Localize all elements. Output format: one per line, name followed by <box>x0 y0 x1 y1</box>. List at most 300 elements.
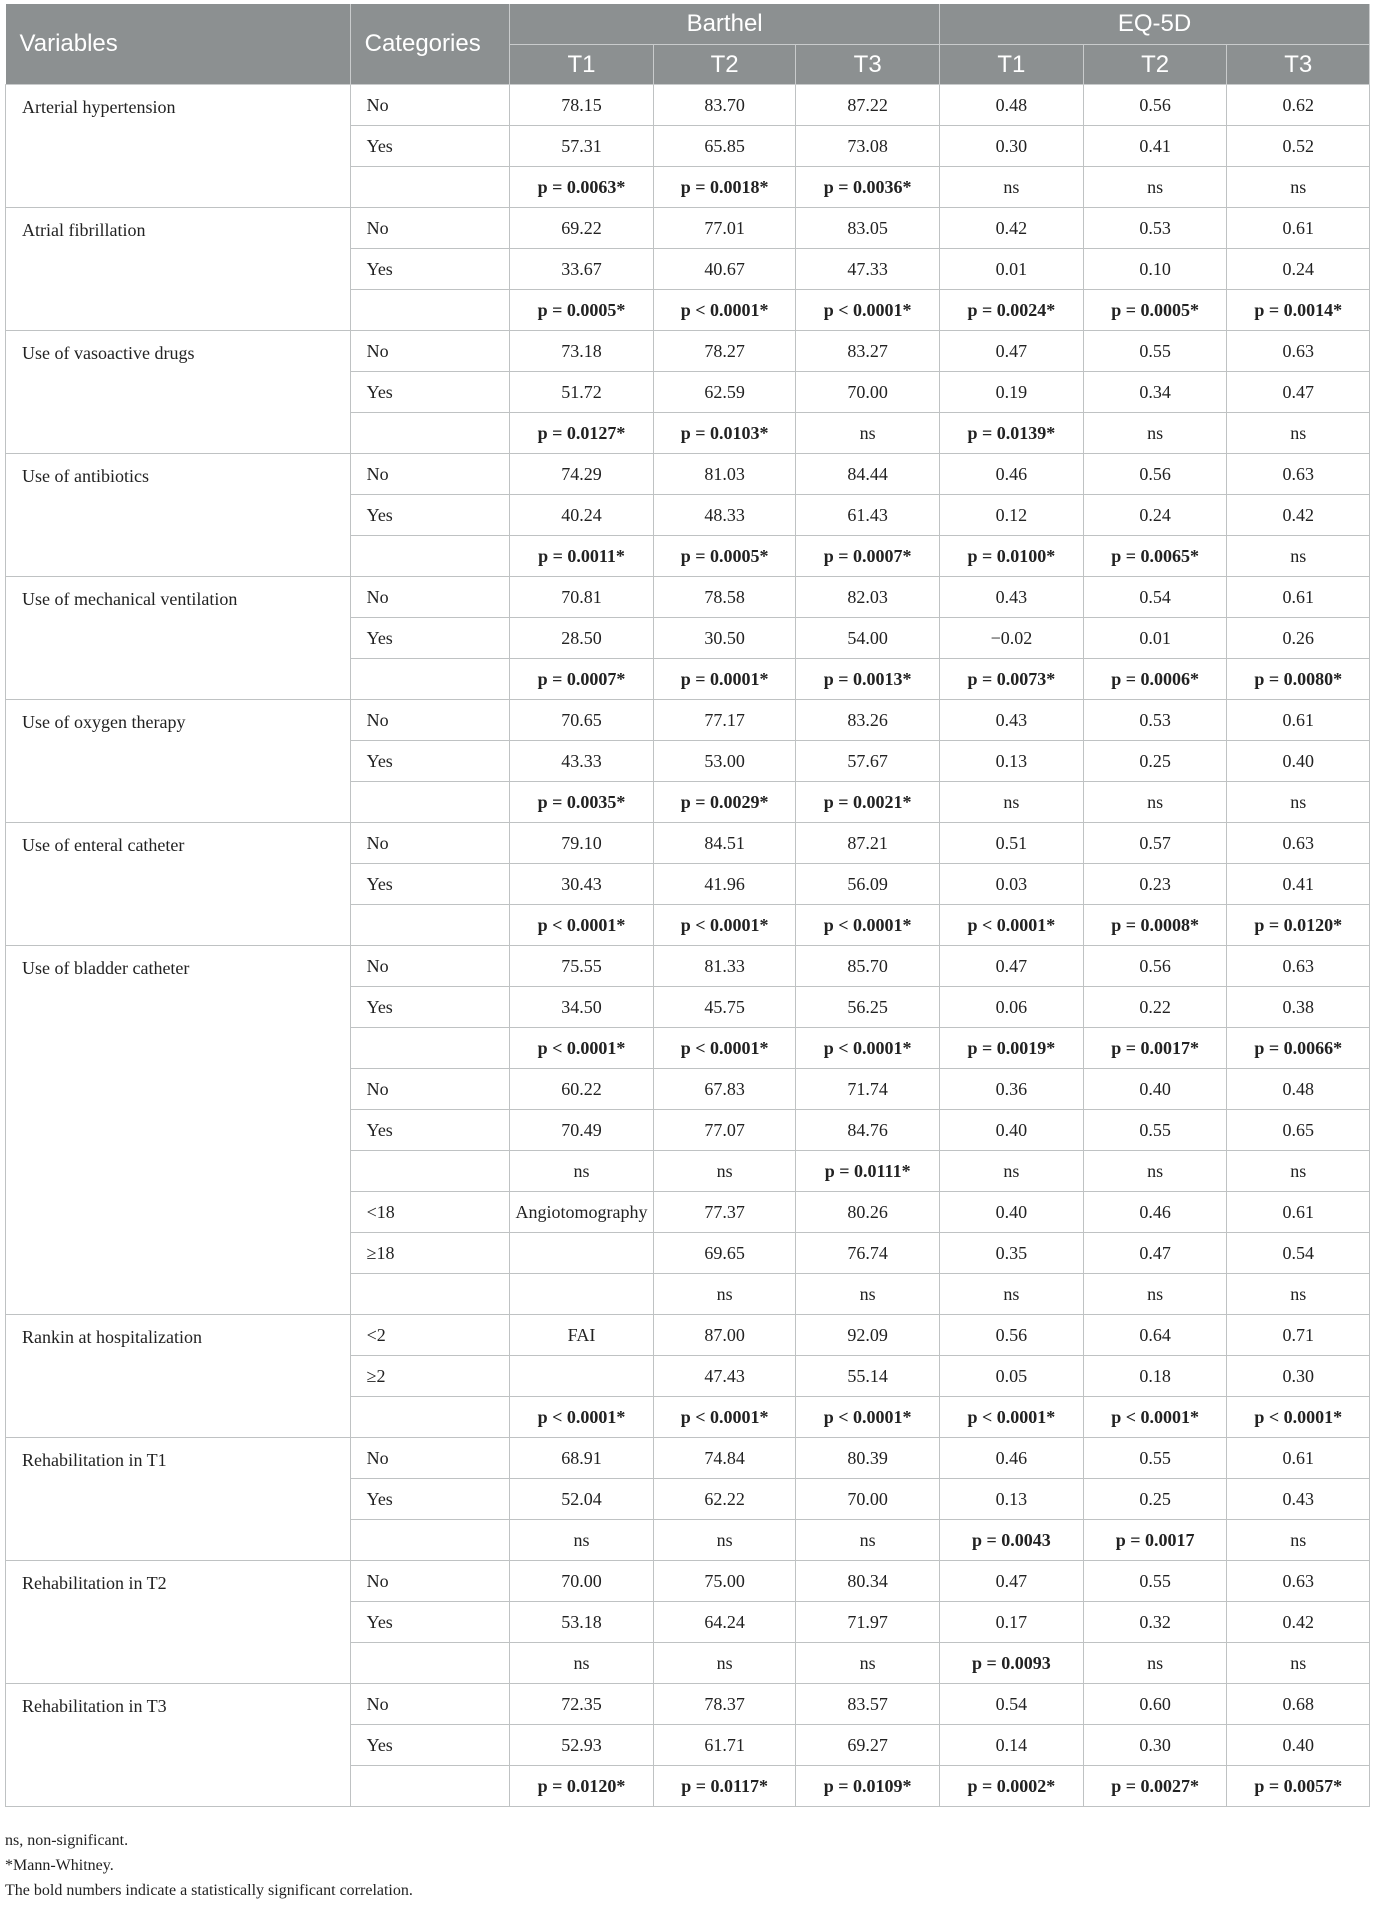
category-cell: No <box>350 577 510 618</box>
value-cell <box>796 618 940 659</box>
value-cell <box>1083 987 1227 1028</box>
note-mann-whitney: *Mann-Whitney. <box>5 1857 114 1874</box>
value-text: 51.72 <box>561 381 602 402</box>
value-text: 0.56 <box>1139 955 1171 976</box>
p-value: p < 0.0001* <box>537 1037 626 1058</box>
value-cell <box>1227 208 1370 249</box>
variable-cell: Rankin at hospitalization <box>6 1315 351 1438</box>
variable-cell: Use of mechanical ventilation <box>6 577 351 700</box>
value-cell <box>940 1602 1084 1643</box>
value-text: ns <box>1147 1283 1164 1304</box>
value-text: 70.00 <box>847 381 888 402</box>
p-value: p = 0.0120* <box>1254 914 1343 935</box>
value-cell <box>940 1028 1084 1069</box>
value-text: 77.17 <box>704 709 745 730</box>
value-cell <box>796 331 940 372</box>
value-cell <box>796 290 940 331</box>
value-cell <box>1227 1397 1370 1438</box>
value-cell <box>653 1479 795 1520</box>
p-value: p < 0.0001* <box>823 299 912 320</box>
value-cell <box>1083 823 1227 864</box>
value-cell <box>510 290 654 331</box>
category-cell: Yes <box>350 495 510 536</box>
value-text: 0.56 <box>995 1324 1028 1345</box>
value-text: 0.61 <box>1282 1447 1314 1468</box>
p-value: p < 0.0001* <box>680 1037 769 1058</box>
value-cell <box>653 536 795 577</box>
category-cell <box>350 1274 510 1315</box>
p-value: p = 0.0100* <box>967 545 1056 566</box>
value-text: 0.42 <box>1282 1611 1314 1632</box>
value-cell <box>1083 1684 1227 1725</box>
value-text: 54.00 <box>847 627 888 648</box>
value-text: 77.07 <box>704 1119 745 1140</box>
value-cell <box>510 1069 654 1110</box>
category-cell <box>350 1520 510 1561</box>
value-cell <box>940 1479 1084 1520</box>
value-cell <box>940 782 1084 823</box>
value-cell <box>1227 1520 1370 1561</box>
p-value: p < 0.0001* <box>967 1406 1056 1427</box>
p-value: p = 0.0001* <box>680 668 769 689</box>
value-cell <box>940 167 1084 208</box>
value-cell <box>510 577 654 618</box>
p-value: p = 0.0057* <box>1254 1775 1343 1796</box>
value-cell <box>796 1725 940 1766</box>
p-value: p = 0.0014* <box>1254 299 1343 320</box>
value-text: 0.41 <box>1139 135 1171 156</box>
value-cell <box>510 249 654 290</box>
value-cell <box>1227 1725 1370 1766</box>
value-cell <box>653 1274 795 1315</box>
value-text: 0.38 <box>1282 996 1314 1017</box>
value-text: 45.75 <box>704 996 745 1017</box>
value-cell <box>1227 1643 1370 1684</box>
value-cell <box>1227 1479 1370 1520</box>
value-text: 75.55 <box>561 955 602 976</box>
value-cell <box>1083 413 1227 454</box>
value-text: ns <box>716 1529 733 1550</box>
value-cell <box>1083 290 1227 331</box>
value-cell <box>796 659 940 700</box>
value-cell <box>796 1520 940 1561</box>
value-text: ns <box>1147 1652 1164 1673</box>
p-value: p < 0.0001* <box>537 1406 626 1427</box>
value-cell <box>796 454 940 495</box>
value-text: 53.00 <box>704 750 745 771</box>
value-text: 0.30 <box>995 135 1028 156</box>
value-text: 30.43 <box>561 873 602 894</box>
value-cell <box>940 1192 1084 1233</box>
category-cell <box>350 1151 510 1192</box>
table-row <box>6 577 1370 618</box>
category-cell <box>350 1643 510 1684</box>
value-text: ns <box>1147 422 1164 443</box>
variable-cell: Atrial fibrillation <box>6 208 351 331</box>
value-text: 0.06 <box>995 996 1028 1017</box>
category-cell <box>350 536 510 577</box>
p-value: p = 0.0073* <box>967 668 1056 689</box>
value-cell <box>510 1274 654 1315</box>
variable-cell: Rehabilitation in T3 <box>6 1684 351 1807</box>
value-cell <box>1083 126 1227 167</box>
value-text: ns <box>1003 1283 1020 1304</box>
value-cell <box>510 823 654 864</box>
value-cell <box>1083 1233 1227 1274</box>
value-cell <box>510 864 654 905</box>
value-cell <box>1083 618 1227 659</box>
value-text: 0.01 <box>1139 627 1171 648</box>
value-text: 0.55 <box>1139 1447 1171 1468</box>
value-text: 0.41 <box>1282 873 1314 894</box>
value-cell <box>1227 659 1370 700</box>
value-text: 85.70 <box>847 955 888 976</box>
value-cell <box>796 1684 940 1725</box>
results-table <box>5 4 1370 1807</box>
value-cell <box>510 1602 654 1643</box>
value-text: 30.50 <box>704 627 745 648</box>
value-cell <box>653 85 795 126</box>
value-text: 0.63 <box>1282 1570 1314 1591</box>
value-text: 0.32 <box>1139 1611 1171 1632</box>
p-value: p = 0.0017 <box>1115 1529 1195 1550</box>
value-cell <box>1227 413 1370 454</box>
p-value: p = 0.0018* <box>680 176 769 197</box>
value-text: 0.63 <box>1282 340 1314 361</box>
p-value: p = 0.0002* <box>967 1775 1056 1796</box>
variable-cell: Arterial hypertension <box>6 85 351 208</box>
value-cell <box>653 1520 795 1561</box>
p-value: p = 0.0043 <box>972 1529 1051 1550</box>
value-cell <box>510 1643 654 1684</box>
category-cell: No <box>350 1561 510 1602</box>
value-cell <box>653 1561 795 1602</box>
value-cell <box>510 1684 654 1725</box>
value-text: 0.64 <box>1139 1324 1171 1345</box>
variable-cell: Rehabilitation in T1 <box>6 1438 351 1561</box>
value-text: 0.54 <box>1139 586 1171 607</box>
value-text: 70.00 <box>847 1488 888 1509</box>
value-cell <box>796 987 940 1028</box>
table-notes <box>5 1828 413 1903</box>
value-text: 75.00 <box>704 1570 745 1591</box>
value-cell <box>653 823 795 864</box>
category-cell <box>350 167 510 208</box>
value-cell <box>1227 290 1370 331</box>
value-text: 48.33 <box>704 504 745 525</box>
value-cell <box>653 413 795 454</box>
category-cell <box>350 1766 510 1807</box>
value-cell <box>510 659 654 700</box>
variable-cell: Use of bladder catheter <box>6 946 351 1315</box>
value-cell <box>653 1356 795 1397</box>
category-cell <box>350 659 510 700</box>
category-cell: <2 <box>350 1315 510 1356</box>
value-cell <box>796 1561 940 1602</box>
value-cell <box>653 1110 795 1151</box>
value-cell <box>1227 372 1370 413</box>
value-cell <box>796 249 940 290</box>
value-cell <box>653 1766 795 1807</box>
value-cell <box>1083 1397 1227 1438</box>
value-text: 0.55 <box>1139 340 1171 361</box>
value-cell <box>940 85 1084 126</box>
value-cell <box>940 1069 1084 1110</box>
value-cell <box>510 454 654 495</box>
value-cell <box>1227 495 1370 536</box>
category-cell: Yes <box>350 1725 510 1766</box>
value-cell <box>1083 372 1227 413</box>
value-cell <box>796 1766 940 1807</box>
p-value: p = 0.0011* <box>538 545 625 566</box>
category-cell <box>350 782 510 823</box>
value-cell <box>1083 905 1227 946</box>
category-cell: Yes <box>350 987 510 1028</box>
value-cell <box>1083 1520 1227 1561</box>
value-cell <box>1083 946 1227 987</box>
p-value: p = 0.0017* <box>1111 1037 1199 1058</box>
value-text: 0.54 <box>995 1693 1028 1714</box>
value-cell <box>653 905 795 946</box>
value-text: 83.26 <box>847 709 888 730</box>
value-text: 0.13 <box>995 1488 1028 1509</box>
value-text: 0.30 <box>1282 1365 1314 1386</box>
value-text: 60.22 <box>561 1078 602 1099</box>
value-cell <box>1227 1356 1370 1397</box>
value-text: 61.43 <box>847 504 888 525</box>
p-value: p = 0.0019* <box>967 1037 1056 1058</box>
value-text: 0.46 <box>995 463 1028 484</box>
value-text: 0.54 <box>1282 1242 1314 1263</box>
p-value: p < 0.0001* <box>680 1406 769 1427</box>
value-cell <box>940 290 1084 331</box>
value-text: ns <box>1290 1283 1307 1304</box>
category-cell: Yes <box>350 1110 510 1151</box>
value-text: ns <box>1290 422 1307 443</box>
category-cell: <18 <box>350 1192 510 1233</box>
value-text: 0.51 <box>995 832 1028 853</box>
p-value: p = 0.0007* <box>537 668 626 689</box>
value-text: 69.27 <box>847 1734 888 1755</box>
value-cell <box>653 618 795 659</box>
value-cell <box>1083 495 1227 536</box>
value-text: ns <box>573 1529 590 1550</box>
value-cell <box>1083 741 1227 782</box>
category-cell <box>350 1028 510 1069</box>
p-value: p < 0.0001* <box>823 914 912 935</box>
value-cell <box>796 1151 940 1192</box>
header-barthel: Barthel <box>510 4 940 45</box>
value-text: 73.18 <box>561 340 602 361</box>
value-text: 70.81 <box>561 586 602 607</box>
value-text: ns <box>1290 1652 1307 1673</box>
value-text: 0.35 <box>995 1242 1028 1263</box>
p-value: p = 0.0066* <box>1254 1037 1343 1058</box>
value-cell <box>1227 987 1370 1028</box>
value-cell <box>1227 1069 1370 1110</box>
value-text: 0.52 <box>1282 135 1314 156</box>
category-cell: Yes <box>350 372 510 413</box>
value-text: 0.48 <box>995 94 1028 115</box>
value-cell <box>653 495 795 536</box>
p-value: p = 0.0139* <box>967 422 1056 443</box>
variable-cell: Use of vasoactive drugs <box>6 331 351 454</box>
value-cell <box>1227 1028 1370 1069</box>
value-text: 0.47 <box>995 955 1028 976</box>
value-cell <box>510 946 654 987</box>
value-cell <box>1227 905 1370 946</box>
value-cell <box>796 1643 940 1684</box>
value-cell <box>1083 1725 1227 1766</box>
value-text: 0.40 <box>1282 750 1314 771</box>
value-cell <box>1227 1233 1370 1274</box>
value-text: 62.22 <box>704 1488 745 1509</box>
value-cell <box>1083 1192 1227 1233</box>
value-text: ns <box>1290 791 1307 812</box>
value-text: ns <box>1003 176 1020 197</box>
value-text: 72.35 <box>561 1693 602 1714</box>
p-value: p = 0.0117* <box>681 1775 768 1796</box>
value-text: 0.42 <box>1282 504 1314 525</box>
value-cell <box>796 208 940 249</box>
value-cell <box>653 946 795 987</box>
table-row <box>6 700 1370 741</box>
p-value: p < 0.0001* <box>967 914 1056 935</box>
value-cell <box>796 577 940 618</box>
value-cell <box>940 1274 1084 1315</box>
value-text: 28.50 <box>561 627 602 648</box>
value-text: 65.85 <box>704 135 745 156</box>
category-cell: No <box>350 700 510 741</box>
category-cell: Yes <box>350 1479 510 1520</box>
value-text: 0.22 <box>1139 996 1171 1017</box>
value-cell <box>1083 1561 1227 1602</box>
value-cell <box>1083 700 1227 741</box>
variable-cell: Use of enteral catheter <box>6 823 351 946</box>
value-text: 56.09 <box>847 873 888 894</box>
value-cell <box>1227 618 1370 659</box>
value-cell <box>796 372 940 413</box>
value-cell <box>1083 249 1227 290</box>
value-cell <box>1227 1110 1370 1151</box>
value-cell <box>510 413 654 454</box>
p-value: p = 0.0036* <box>823 176 912 197</box>
value-cell <box>940 126 1084 167</box>
value-text: ns <box>859 1652 876 1673</box>
p-value: p = 0.0063* <box>537 176 626 197</box>
value-text: 0.14 <box>995 1734 1028 1755</box>
p-value: p = 0.0027* <box>1111 1775 1199 1796</box>
value-cell <box>1227 700 1370 741</box>
variable-cell: Use of antibiotics <box>6 454 351 577</box>
value-cell <box>796 700 940 741</box>
value-text: 81.33 <box>704 955 745 976</box>
value-text: 40.24 <box>561 504 602 525</box>
value-cell <box>653 1233 795 1274</box>
value-cell <box>796 1397 940 1438</box>
value-cell <box>796 946 940 987</box>
value-cell <box>796 413 940 454</box>
value-text: 0.03 <box>995 873 1028 894</box>
value-text: 0.71 <box>1282 1324 1314 1345</box>
value-cell <box>1227 1315 1370 1356</box>
value-cell <box>510 1356 654 1397</box>
value-cell <box>940 700 1084 741</box>
value-cell <box>796 1356 940 1397</box>
value-text: 78.37 <box>704 1693 745 1714</box>
value-cell <box>510 782 654 823</box>
category-cell: Yes <box>350 126 510 167</box>
value-cell <box>1227 946 1370 987</box>
p-value: p < 0.0001* <box>823 1037 912 1058</box>
value-cell <box>510 1110 654 1151</box>
header-barthel-t2: T2 <box>653 45 795 85</box>
header-eq5d: EQ-5D <box>940 4 1370 45</box>
category-cell <box>350 413 510 454</box>
value-cell <box>510 1520 654 1561</box>
category-cell: ≥2 <box>350 1356 510 1397</box>
value-text: ns <box>1003 791 1020 812</box>
value-text: 57.67 <box>847 750 888 771</box>
p-value: p = 0.0007* <box>823 545 912 566</box>
value-cell <box>940 741 1084 782</box>
value-text: 0.40 <box>995 1119 1028 1140</box>
value-text: 73.08 <box>847 135 888 156</box>
value-cell <box>510 905 654 946</box>
value-cell <box>1227 126 1370 167</box>
value-text: 84.76 <box>847 1119 888 1140</box>
value-text: 67.83 <box>704 1078 745 1099</box>
value-text: ns <box>1147 1160 1164 1181</box>
value-cell <box>1083 1069 1227 1110</box>
value-text: 0.43 <box>995 709 1028 730</box>
value-text: ns <box>859 1529 876 1550</box>
p-value: p = 0.0080* <box>1254 668 1343 689</box>
value-text: 0.47 <box>1139 1242 1171 1263</box>
value-cell <box>940 536 1084 577</box>
value-cell <box>796 1192 940 1233</box>
value-text: 61.71 <box>704 1734 745 1755</box>
value-cell <box>1083 85 1227 126</box>
value-text: 0.19 <box>995 381 1028 402</box>
p-value: p = 0.0109* <box>823 1775 912 1796</box>
value-text: 0.26 <box>1282 627 1314 648</box>
note-bold: The bold numbers indicate a statistically significant correlation. <box>5 1882 413 1899</box>
value-cell <box>796 864 940 905</box>
table-row <box>6 1315 1370 1356</box>
value-text: ns <box>716 1652 733 1673</box>
value-cell <box>1083 454 1227 495</box>
value-cell <box>1227 864 1370 905</box>
value-cell <box>510 1479 654 1520</box>
value-text: 0.60 <box>1139 1693 1171 1714</box>
value-cell <box>796 823 940 864</box>
category-cell: No <box>350 823 510 864</box>
p-value: p = 0.0013* <box>823 668 912 689</box>
category-cell <box>350 905 510 946</box>
value-cell <box>1227 782 1370 823</box>
value-cell <box>796 495 940 536</box>
value-text: 76.74 <box>847 1242 888 1263</box>
value-cell <box>1083 1151 1227 1192</box>
value-cell <box>796 1438 940 1479</box>
value-cell <box>940 1561 1084 1602</box>
value-cell <box>510 85 654 126</box>
value-text: 64.24 <box>704 1611 745 1632</box>
value-cell <box>653 1397 795 1438</box>
category-cell: Yes <box>350 618 510 659</box>
value-text: 0.18 <box>1139 1365 1171 1386</box>
